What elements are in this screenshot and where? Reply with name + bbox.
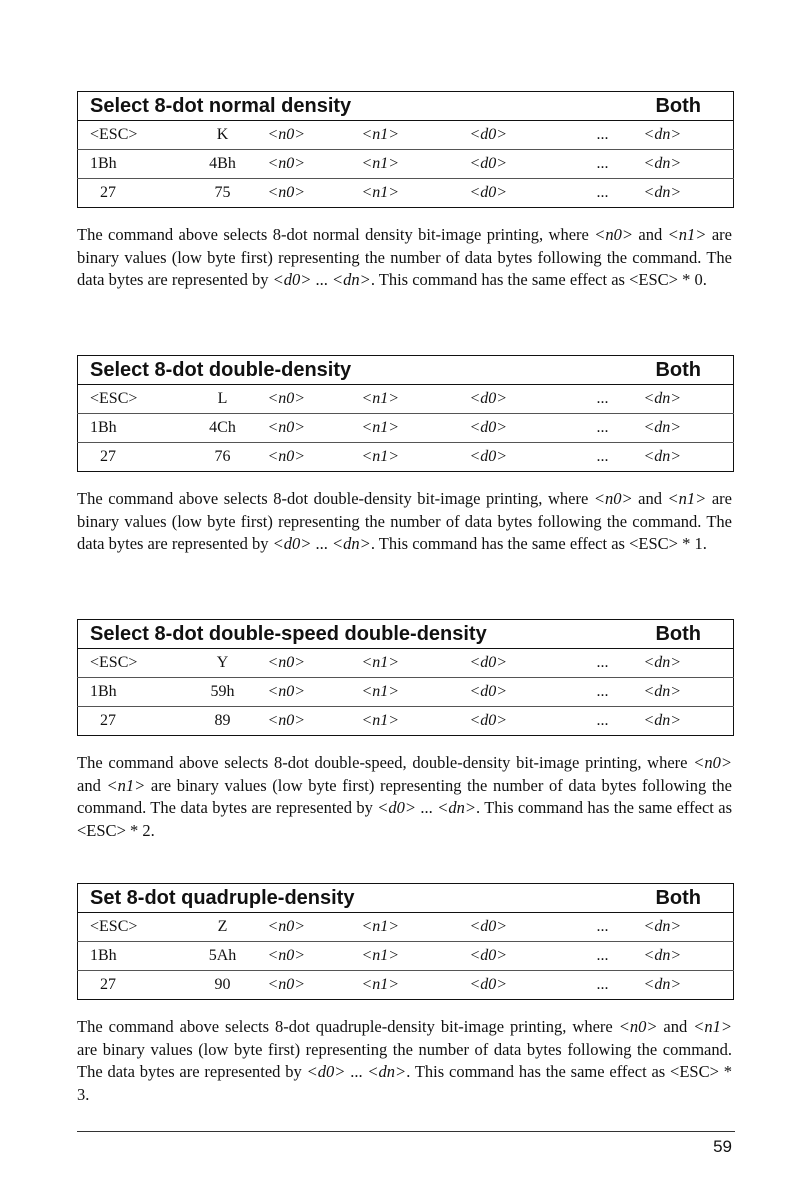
- cell: 1Bh: [78, 150, 178, 179]
- cell: <n0>: [268, 678, 362, 707]
- cell: K: [178, 121, 268, 150]
- cell: <n1>: [362, 385, 470, 414]
- command-table: [77, 355, 734, 472]
- command-title: Select 8-dot normal density: [78, 92, 644, 121]
- cell: <n1>: [362, 121, 470, 150]
- cell: <ESC>: [78, 649, 178, 678]
- command-section-quadruple-density: [77, 883, 735, 1106]
- text: The command above selects 8-dot double-speed, double-density bit-image printing, where: [77, 753, 694, 772]
- cell: 4Ch: [178, 414, 268, 443]
- cell: <n0>: [267, 976, 306, 993]
- cell: Z: [178, 913, 268, 942]
- cell: <n1>: [361, 712, 400, 729]
- cell: <dn>: [643, 976, 682, 993]
- cell: 75: [214, 184, 231, 201]
- cell: <dn>: [643, 184, 682, 201]
- command-title: Select 8-dot double-density: [78, 356, 644, 385]
- cell: ...: [562, 942, 644, 971]
- cell: 27: [100, 448, 116, 465]
- param: <dn>: [367, 1062, 407, 1081]
- mode-label: Both: [644, 884, 734, 913]
- param: <d0>: [272, 270, 312, 289]
- description-paragraph: [77, 1016, 732, 1106]
- param: <n0>: [618, 1017, 658, 1036]
- cell: ...: [562, 150, 644, 179]
- table-row-escape-code: [78, 649, 734, 678]
- table-row-decimal-code: [78, 707, 734, 736]
- cell: <d0>: [470, 678, 562, 707]
- table-header: [78, 884, 734, 913]
- command-table: [77, 619, 734, 736]
- table-row-hex-code: [78, 678, 734, 707]
- cell: 89: [214, 712, 231, 729]
- text: are binary values (low byte first) representing the number of data bytes following the command. The data bytes are represented by: [77, 489, 732, 553]
- cell: <ESC>: [78, 385, 178, 414]
- cell: 4Bh: [178, 150, 268, 179]
- text: ...: [311, 534, 333, 553]
- cell: <d0>: [470, 385, 562, 414]
- cell: <n0>: [267, 184, 306, 201]
- text: and: [633, 225, 668, 244]
- text: are binary values (low byte first) representing the number of data bytes following the command. The data bytes are represented by: [77, 1039, 732, 1081]
- cell: ...: [596, 184, 609, 201]
- cell: <n0>: [268, 942, 362, 971]
- cell: <d0>: [469, 184, 508, 201]
- param: <n0>: [593, 489, 633, 508]
- table-row-decimal-code: [78, 179, 734, 208]
- cell: <d0>: [470, 121, 562, 150]
- text: are binary values (low byte first) representing the number of data bytes following the command. The data bytes are represented by: [77, 225, 732, 289]
- cell: ...: [562, 414, 644, 443]
- text: ...: [416, 798, 438, 817]
- cell: <d0>: [470, 913, 562, 942]
- cell: <d0>: [469, 976, 508, 993]
- cell: L: [178, 385, 268, 414]
- cell: ...: [596, 712, 609, 729]
- table-header: [78, 620, 734, 649]
- table-row-decimal-code: [78, 443, 734, 472]
- cell: <n1>: [361, 976, 400, 993]
- command-section-double-speed-double-density: [77, 619, 735, 842]
- cell: 90: [214, 976, 231, 993]
- command-section-double-density: [77, 355, 735, 556]
- description-paragraph: [77, 752, 732, 842]
- cell: <ESC>: [78, 121, 178, 150]
- cell: 27: [100, 712, 116, 729]
- cell: <n0>: [268, 414, 362, 443]
- cell: <n0>: [268, 385, 362, 414]
- cell: Y: [178, 649, 268, 678]
- param: <dn>: [437, 798, 476, 817]
- cell: <dn>: [644, 414, 734, 443]
- text: The command above selects 8-dot normal density bit-image printing, where: [77, 225, 595, 244]
- cell: 1Bh: [78, 414, 178, 443]
- cell: <n1>: [362, 913, 470, 942]
- text: ...: [345, 1062, 368, 1081]
- cell: ...: [596, 448, 609, 465]
- text: are binary values (low byte first) representing the number of data bytes following the command. The data bytes are represented by: [77, 775, 732, 817]
- mode-label: Both: [644, 356, 734, 385]
- param: <n1>: [667, 225, 707, 244]
- param: <d0>: [377, 798, 417, 817]
- table-row-escape-code: [78, 121, 734, 150]
- cell: <dn>: [644, 942, 734, 971]
- text: ...: [311, 270, 333, 289]
- cell: <dn>: [644, 913, 734, 942]
- footer-divider: [77, 1131, 735, 1132]
- command-title: Set 8-dot quadruple-density: [78, 884, 644, 913]
- command-table: [77, 883, 734, 1000]
- param: <d0>: [306, 1062, 346, 1081]
- cell: 59h: [178, 678, 268, 707]
- cell: <n1>: [361, 184, 400, 201]
- cell: <d0>: [469, 448, 508, 465]
- description-paragraph: [77, 224, 732, 292]
- text: The command above selects 8-dot double-density bit-image printing, where: [77, 489, 594, 508]
- cell: <d0>: [470, 414, 562, 443]
- cell: <n0>: [268, 121, 362, 150]
- param: <n0>: [594, 225, 634, 244]
- cell: <n1>: [362, 414, 470, 443]
- table-row-decimal-code: [78, 971, 734, 1000]
- cell: ...: [596, 976, 609, 993]
- table-row-escape-code: [78, 913, 734, 942]
- cell: <d0>: [470, 942, 562, 971]
- text: The command above selects 8-dot quadruple-density bit-image printing, where: [77, 1017, 619, 1036]
- cell: <n0>: [268, 649, 362, 678]
- cell: <d0>: [470, 150, 562, 179]
- cell: <dn>: [643, 448, 682, 465]
- table-header: [78, 356, 734, 385]
- cell: <n0>: [267, 712, 306, 729]
- cell: ...: [562, 913, 644, 942]
- param: <dn>: [332, 270, 371, 289]
- cell: ...: [562, 385, 644, 414]
- description-paragraph: [77, 488, 732, 556]
- cell: <n1>: [362, 942, 470, 971]
- cell: 76: [214, 448, 231, 465]
- param: <n0>: [693, 753, 732, 772]
- command-title: Select 8-dot double-speed double-density: [78, 620, 644, 649]
- mode-label: Both: [644, 620, 734, 649]
- cell: <n0>: [268, 913, 362, 942]
- table-row-hex-code: [78, 150, 734, 179]
- cell: <n1>: [362, 649, 470, 678]
- table-row-hex-code: [78, 942, 734, 971]
- command-table: [77, 91, 734, 208]
- table-header: [78, 92, 734, 121]
- cell: <dn>: [644, 385, 734, 414]
- cell: ...: [562, 678, 644, 707]
- table-row-hex-code: [78, 414, 734, 443]
- cell: <n0>: [267, 448, 306, 465]
- cell: 27: [100, 184, 116, 201]
- cell: 1Bh: [78, 678, 178, 707]
- cell: ...: [562, 121, 644, 150]
- cell: <d0>: [470, 649, 562, 678]
- text: and: [657, 1017, 694, 1036]
- mode-label: Both: [644, 92, 734, 121]
- text: . This command has the same effect as <ESC> * 2.: [77, 798, 732, 840]
- cell: ...: [562, 649, 644, 678]
- text: . This command has the same effect as <ESC> * 0.: [370, 270, 707, 289]
- text: and: [632, 489, 668, 508]
- cell: <dn>: [643, 712, 682, 729]
- param: <d0>: [272, 534, 312, 553]
- cell: <dn>: [644, 150, 734, 179]
- page-number: 59: [713, 1137, 732, 1156]
- cell: 27: [100, 976, 116, 993]
- param: <n1>: [667, 489, 707, 508]
- cell: <dn>: [644, 678, 734, 707]
- text: . This command has the same effect as <ESC> * 3.: [77, 1062, 732, 1104]
- cell: <d0>: [469, 712, 508, 729]
- cell: <dn>: [644, 649, 734, 678]
- table-row-escape-code: [78, 385, 734, 414]
- text: and: [77, 775, 107, 795]
- command-section-normal-density: [77, 91, 735, 292]
- cell: <n0>: [268, 150, 362, 179]
- cell: <ESC>: [78, 913, 178, 942]
- cell: 5Ah: [178, 942, 268, 971]
- param: <n1>: [693, 1017, 733, 1036]
- cell: <n1>: [362, 678, 470, 707]
- param: <n1>: [106, 775, 146, 795]
- param: <dn>: [332, 534, 371, 553]
- cell: <n1>: [362, 150, 470, 179]
- cell: <n1>: [361, 448, 400, 465]
- cell: 1Bh: [78, 942, 178, 971]
- text: . This command has the same effect as <ESC> * 1.: [370, 534, 707, 553]
- cell: <dn>: [644, 121, 734, 150]
